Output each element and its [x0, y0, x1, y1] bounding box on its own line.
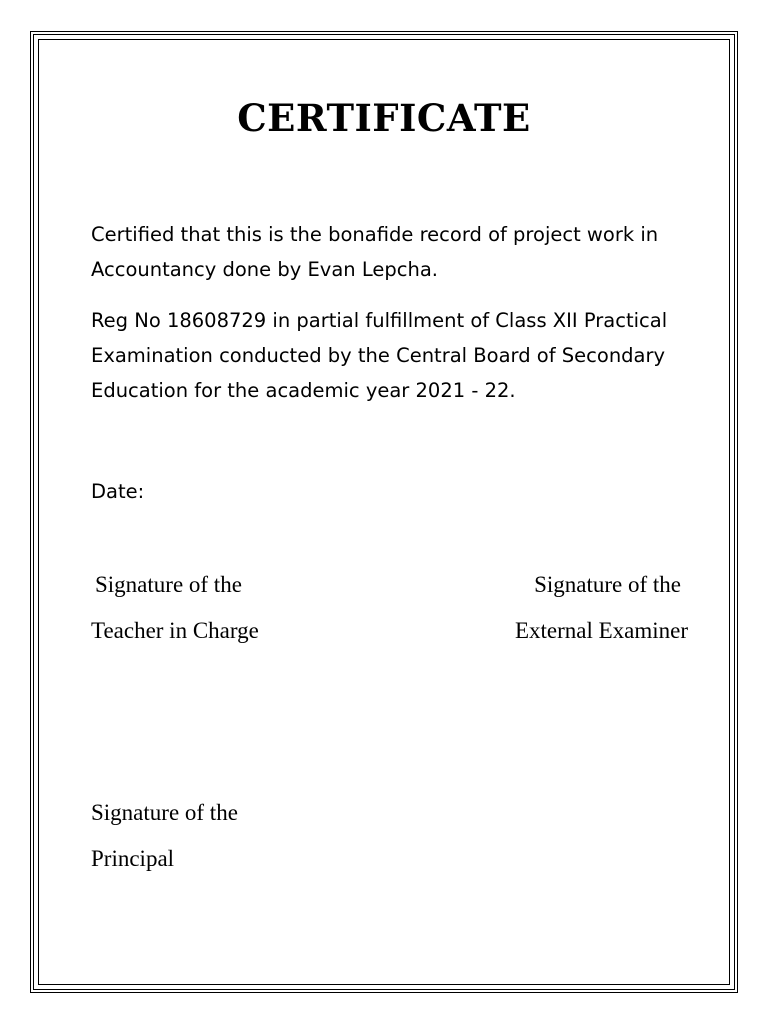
certification-paragraph	[91, 217, 711, 287]
teacher-signature-block	[91, 562, 259, 654]
signature-role: External Examiner	[514, 618, 688, 643]
signature-role: Teacher in Charge	[91, 618, 259, 643]
signature-caption: Signature of the	[91, 800, 238, 825]
external-examiner-signature-block	[515, 562, 688, 654]
paragraph-line: Education for the academic year 2021 - 22.	[91, 379, 516, 402]
signature-caption: Signature of the	[95, 572, 242, 597]
date-label: Date:	[91, 480, 145, 503]
paragraph-line: Certified that this is the bonafide record of project work in	[91, 223, 659, 246]
paragraph-line: Examination conducted by the Central Board of Secondary	[91, 344, 666, 367]
certificate-title: CERTIFICATE	[237, 96, 531, 140]
registration-paragraph	[91, 303, 711, 408]
principal-signature-block	[91, 790, 238, 882]
paragraph-line: Reg No 18608729 in partial fulfillment of Class XII Practical	[91, 309, 668, 332]
signature-caption: Signature of the	[534, 572, 681, 597]
paragraph-line: Accountancy done by Evan Lepcha.	[91, 258, 438, 281]
signature-role: Principal	[91, 846, 175, 871]
